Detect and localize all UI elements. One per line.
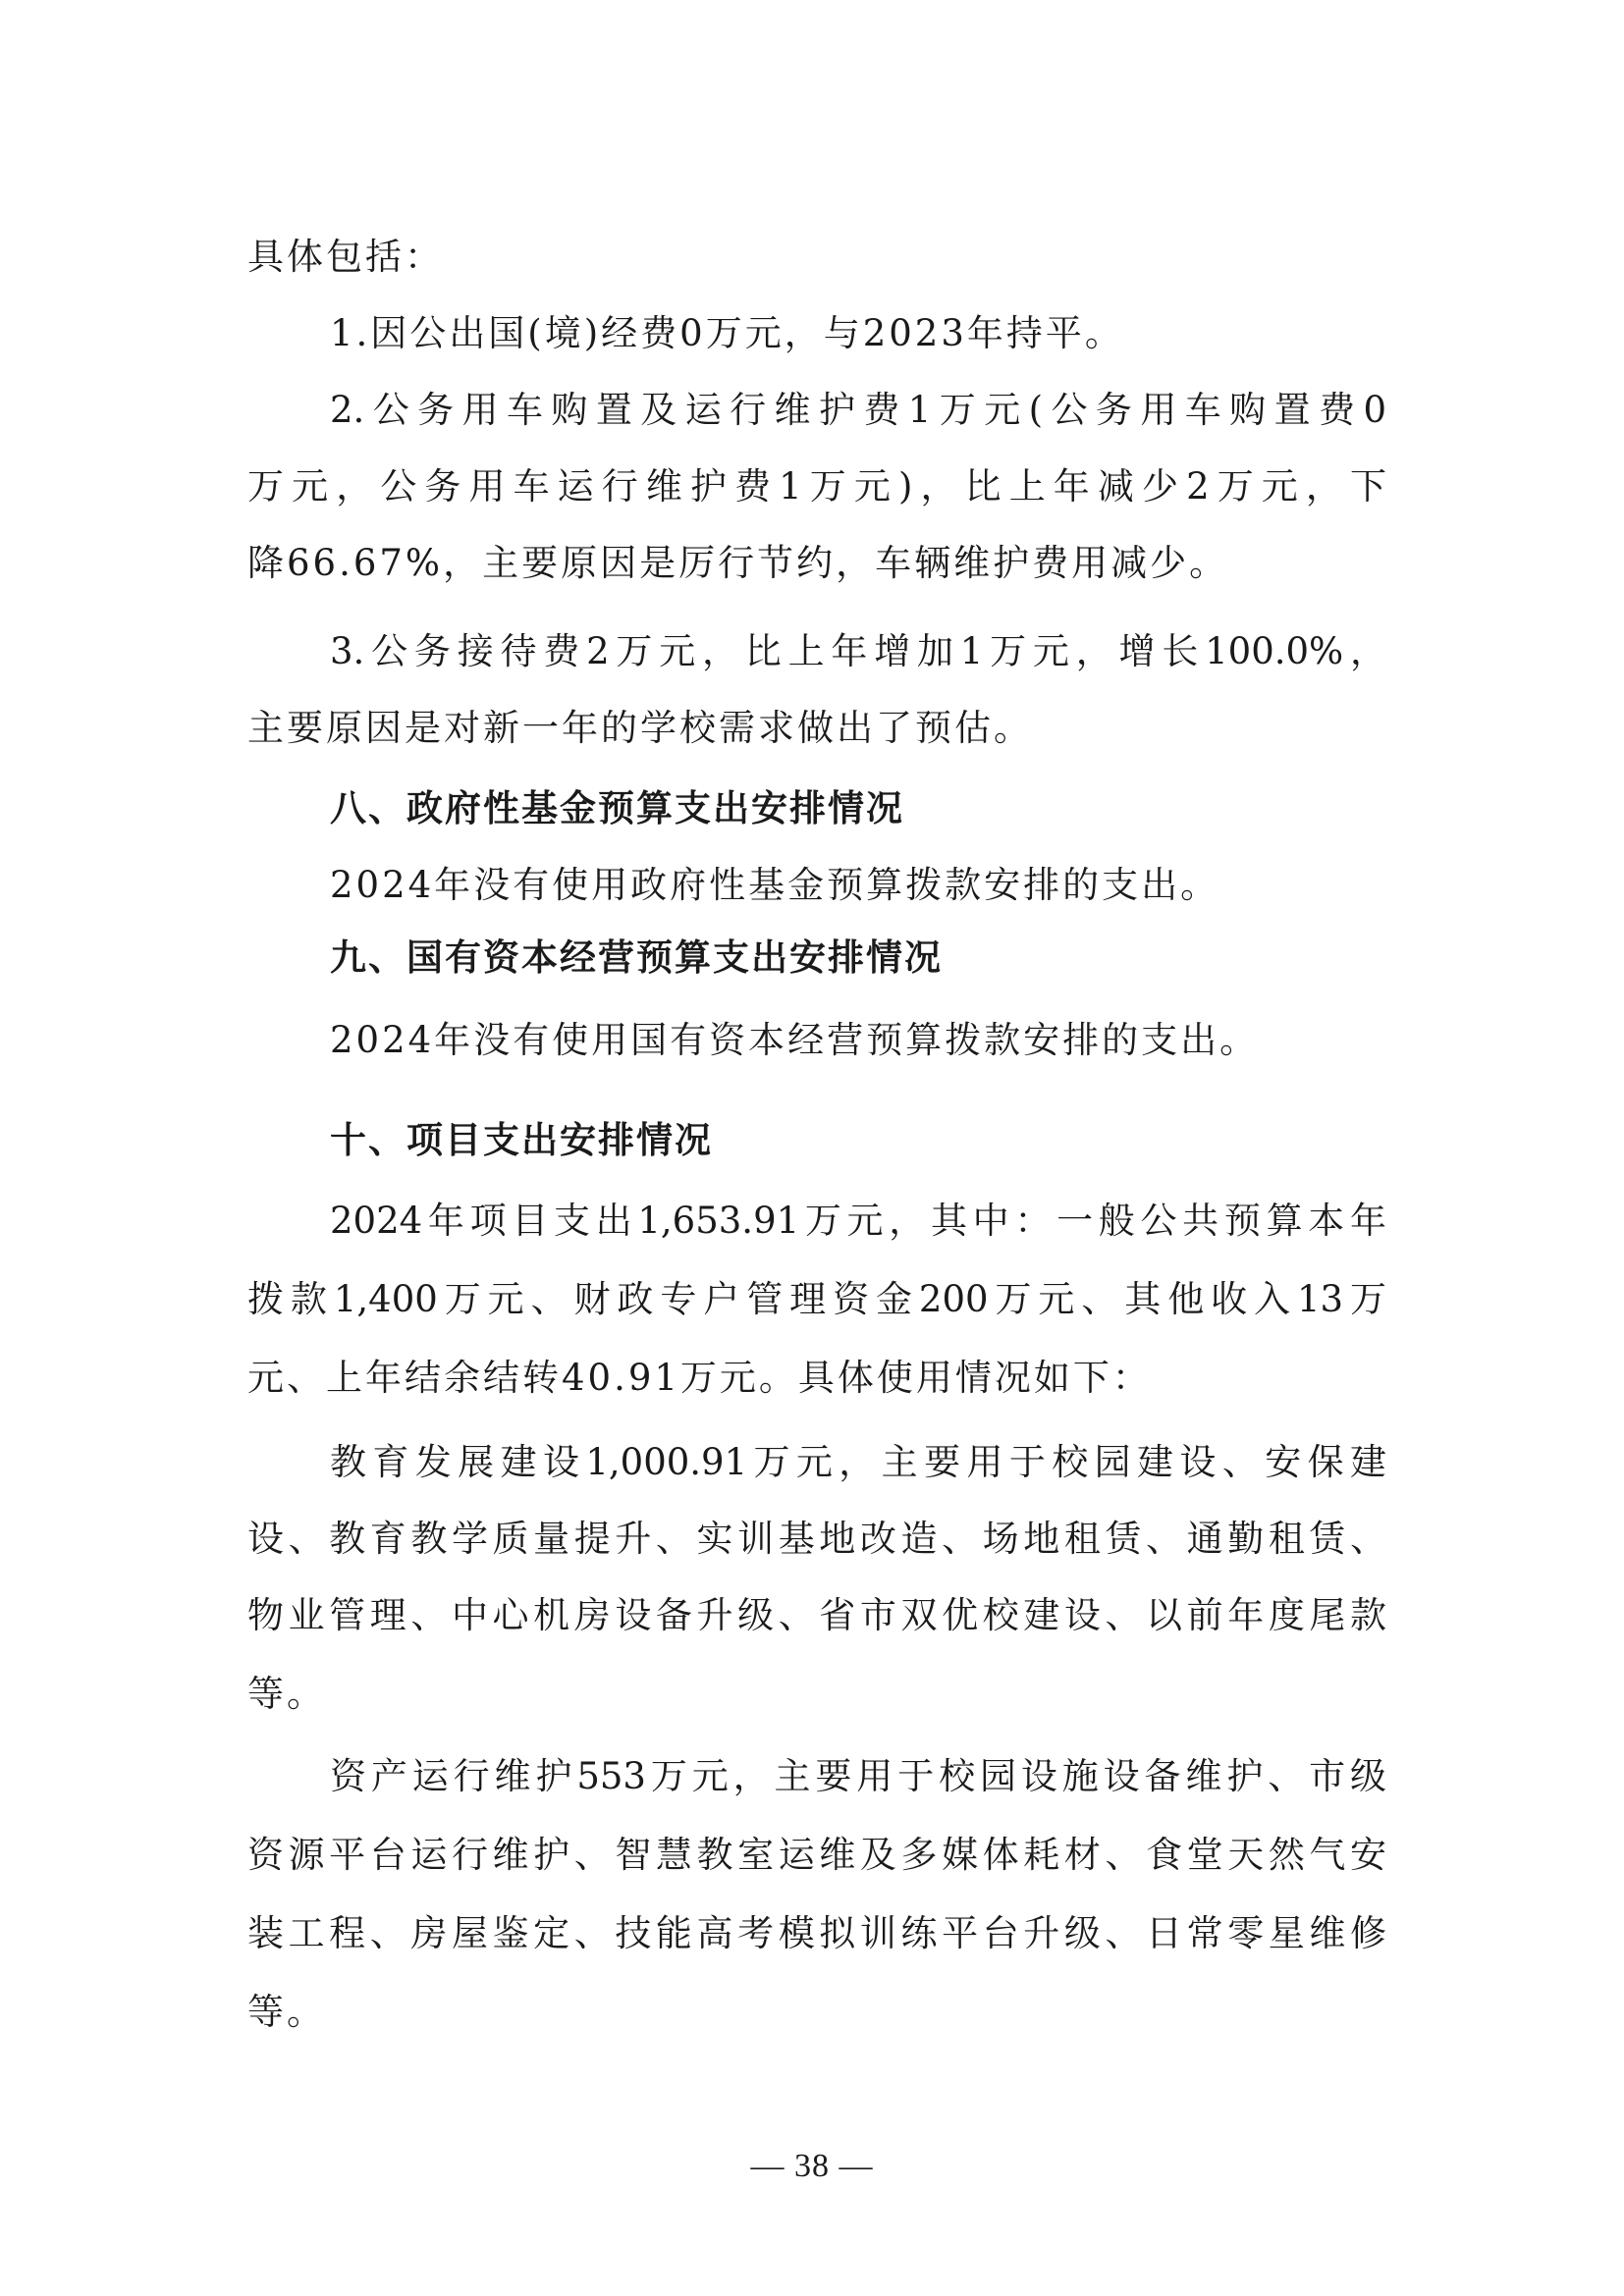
text-line: 物业管理、中心机房设备升级、省市双优校建设、以前年度尾款 <box>247 1594 1386 1636</box>
text-line: 主要原因是对新一年的学校需求做出了预估。 <box>247 707 1033 749</box>
section-heading: 九、国有资本经营预算支出安排情况 <box>330 936 943 979</box>
page-number: — 38 — <box>750 2148 874 2184</box>
text-line: 拨款1,400万元、财政专户管理资金200万元、其他收入13万 <box>247 1278 1386 1320</box>
text-line: 万元，公务用车运行维护费1万元)，比上年减少2万元，下 <box>247 465 1386 507</box>
text-line: 设、教育教学质量提升、实训基地改造、场地租赁、通勤租赁、 <box>247 1518 1386 1560</box>
text-line: 元、上年结余结转40.91万元。具体使用情况如下： <box>247 1357 1152 1399</box>
text-line: 2024年没有使用政府性基金预算拨款安排的支出。 <box>330 864 1220 906</box>
text-line: 1.因公出国(境)经费0万元，与2023年持平。 <box>330 312 1124 354</box>
text-line: 2024年没有使用国有资本经营预算拨款安排的支出。 <box>330 1019 1260 1061</box>
text-line: 等。 <box>247 1673 326 1715</box>
text-line: 2024年项目支出1,653.91万元，其中：一般公共预算本年 <box>330 1200 1386 1242</box>
text-line: 资产运行维护553万元，主要用于校园设施设备维护、市级 <box>330 1755 1386 1797</box>
text-line: 具体包括： <box>247 236 444 278</box>
text-line: 等。 <box>247 1991 326 2033</box>
text-line: 资源平台运行维护、智慧教室运维及多媒体耗材、食堂天然气安 <box>247 1834 1386 1876</box>
text-line: 装工程、房屋鉴定、技能高考模拟训练平台升级、日常零星维修 <box>247 1912 1386 1954</box>
text-line: 教育发展建设1,000.91万元，主要用于校园建设、安保建 <box>330 1441 1386 1483</box>
section-heading: 十、项目支出安排情况 <box>330 1119 713 1161</box>
text-line: 3.公务接待费2万元，比上年增加1万元，增长100.0%， <box>330 630 1386 672</box>
text-line: 降66.67%，主要原因是厉行节约，车辆维护费用减少。 <box>247 542 1229 584</box>
section-heading: 八、政府性基金预算支出安排情况 <box>330 787 904 829</box>
text-line: 2.公务用车购置及运行维护费1万元(公务用车购置费0 <box>330 389 1386 431</box>
